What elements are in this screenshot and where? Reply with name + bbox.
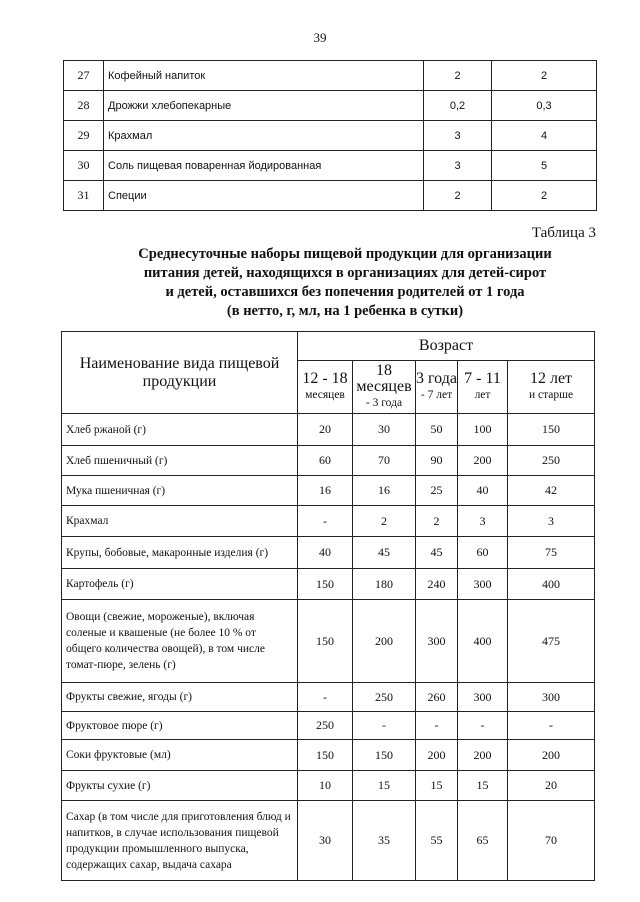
row-number: 28 bbox=[64, 91, 104, 121]
table-row bbox=[62, 740, 595, 771]
table-row bbox=[64, 91, 597, 121]
row-name: Крахмал bbox=[104, 121, 424, 151]
norm-value: 150 bbox=[298, 600, 353, 683]
title-line: Среднесуточные наборы пищевой продукции для организации bbox=[138, 246, 552, 262]
table-title bbox=[100, 245, 590, 321]
header-age-column bbox=[416, 361, 458, 414]
product-name: Крупы, бобовые, макаронные изделия (г) bbox=[62, 537, 298, 569]
table-row bbox=[62, 446, 595, 476]
product-name: Картофель (г) bbox=[62, 569, 298, 600]
row-name: Дрожжи хлебопекарные bbox=[104, 91, 424, 121]
norm-value: 60 bbox=[458, 537, 508, 569]
age-line: - 7 лет bbox=[420, 389, 453, 401]
norm-value: 200 bbox=[458, 740, 508, 771]
norm-value: 40 bbox=[458, 476, 508, 506]
header-age-group: Возраст bbox=[298, 332, 595, 361]
norm-value: 70 bbox=[353, 446, 416, 476]
row-value: 2 bbox=[424, 181, 492, 211]
norm-value: 250 bbox=[353, 683, 416, 712]
table-row bbox=[62, 476, 595, 506]
norm-value: 16 bbox=[353, 476, 416, 506]
norm-value: 15 bbox=[458, 771, 508, 801]
header-age-column bbox=[353, 361, 416, 414]
row-number: 29 bbox=[64, 121, 104, 151]
norm-value: 475 bbox=[508, 600, 595, 683]
norm-value: 300 bbox=[458, 569, 508, 600]
row-value: 3 bbox=[424, 151, 492, 181]
table-row bbox=[62, 683, 595, 712]
norm-value: 260 bbox=[416, 683, 458, 712]
norm-value: 2 bbox=[416, 506, 458, 537]
table-row bbox=[62, 712, 595, 740]
age-line: - 3 года bbox=[365, 397, 403, 409]
row-name: Соль пищевая поваренная йодированная bbox=[104, 151, 424, 181]
norm-value: 240 bbox=[416, 569, 458, 600]
row-value: 3 bbox=[424, 121, 492, 151]
norm-value: 42 bbox=[508, 476, 595, 506]
norm-value: 2 bbox=[353, 506, 416, 537]
age-line: 3 года bbox=[416, 370, 457, 387]
norm-value: 30 bbox=[298, 801, 353, 881]
age-line: месяцев bbox=[305, 389, 345, 401]
row-value: 2 bbox=[424, 61, 492, 91]
food-norms-table bbox=[61, 331, 595, 881]
norm-value: 15 bbox=[353, 771, 416, 801]
norm-value: 200 bbox=[508, 740, 595, 771]
norm-value: 300 bbox=[508, 683, 595, 712]
table-row bbox=[62, 506, 595, 537]
norm-value: 200 bbox=[458, 446, 508, 476]
norm-value: 100 bbox=[458, 414, 508, 446]
row-value: 4 bbox=[492, 121, 597, 151]
norm-value: 16 bbox=[298, 476, 353, 506]
row-value: 0,3 bbox=[492, 91, 597, 121]
product-name: Соки фруктовые (мл) bbox=[62, 740, 298, 771]
age-line: 7 - 11 bbox=[464, 370, 501, 387]
row-value: 5 bbox=[492, 151, 597, 181]
product-name: Крахмал bbox=[62, 506, 298, 537]
norm-value: - bbox=[416, 712, 458, 740]
norm-value: 400 bbox=[458, 600, 508, 683]
table-row bbox=[62, 569, 595, 600]
norm-value: 35 bbox=[353, 801, 416, 881]
norm-value: - bbox=[298, 683, 353, 712]
title-line: питания детей, находящихся в организациях для детей-сирот bbox=[143, 265, 547, 281]
row-number: 27 bbox=[64, 61, 104, 91]
norm-value: 300 bbox=[458, 683, 508, 712]
norm-value: 150 bbox=[298, 569, 353, 600]
product-name: Овощи (свежие, мороженые), включая соленые и квашеные (не более 10 % от общего количества овощей), в том числе томат-пюре, зелень (г) bbox=[62, 600, 298, 683]
norm-value: 200 bbox=[416, 740, 458, 771]
row-number: 31 bbox=[64, 181, 104, 211]
page-number: 39 bbox=[313, 30, 327, 45]
title-line: и детей, оставшихся без попечения родителей от 1 года bbox=[165, 284, 525, 300]
table-label: Таблица 3 bbox=[531, 225, 596, 241]
table-row bbox=[62, 600, 595, 683]
product-name: Сахар (в том числе для приготовления блюд и напитков, в случае использования пищевой продукции промышленного выпуска, содержащих сахар, выдача сахара bbox=[62, 801, 298, 881]
norm-value: 180 bbox=[353, 569, 416, 600]
age-line: 12 лет bbox=[529, 370, 573, 387]
age-line: 18 месяцев bbox=[356, 362, 412, 395]
norm-value: 3 bbox=[508, 506, 595, 537]
header-age-column bbox=[508, 361, 595, 414]
row-value: 2 bbox=[492, 61, 597, 91]
table-row bbox=[62, 537, 595, 569]
norm-value: 65 bbox=[458, 801, 508, 881]
age-line: лет bbox=[474, 389, 491, 401]
continued-table bbox=[63, 60, 597, 211]
norm-value: - bbox=[458, 712, 508, 740]
norm-value: 150 bbox=[508, 414, 595, 446]
norm-value: 250 bbox=[298, 712, 353, 740]
row-value: 0,2 bbox=[424, 91, 492, 121]
norm-value: 25 bbox=[416, 476, 458, 506]
norm-value: 20 bbox=[298, 414, 353, 446]
product-name: Фрукты сухие (г) bbox=[62, 771, 298, 801]
header-product-name: Наименование вида пищевой продукции bbox=[62, 332, 298, 414]
norm-value: 400 bbox=[508, 569, 595, 600]
row-value: 2 bbox=[492, 181, 597, 211]
norm-value: 3 bbox=[458, 506, 508, 537]
header-age-column bbox=[298, 361, 353, 414]
norm-value: 10 bbox=[298, 771, 353, 801]
norm-value: 60 bbox=[298, 446, 353, 476]
table-row bbox=[62, 801, 595, 881]
age-line: и старше bbox=[528, 389, 574, 401]
table-row bbox=[64, 181, 597, 211]
norm-value: 75 bbox=[508, 537, 595, 569]
header-age-column bbox=[458, 361, 508, 414]
norm-value: 45 bbox=[353, 537, 416, 569]
row-name: Специи bbox=[104, 181, 424, 211]
norm-value: 30 bbox=[353, 414, 416, 446]
norm-value: 90 bbox=[416, 446, 458, 476]
norm-value: 300 bbox=[416, 600, 458, 683]
table-row bbox=[64, 61, 597, 91]
row-name: Кофейный напиток bbox=[104, 61, 424, 91]
product-name: Хлеб пшеничный (г) bbox=[62, 446, 298, 476]
norm-value: 45 bbox=[416, 537, 458, 569]
product-name: Фруктовое пюре (г) bbox=[62, 712, 298, 740]
table-row bbox=[62, 771, 595, 801]
product-name: Фрукты свежие, ягоды (г) bbox=[62, 683, 298, 712]
age-line: 12 - 18 bbox=[302, 370, 348, 387]
norm-value: 40 bbox=[298, 537, 353, 569]
norm-value: 55 bbox=[416, 801, 458, 881]
table-row bbox=[62, 414, 595, 446]
norm-value: 150 bbox=[298, 740, 353, 771]
product-name: Мука пшеничная (г) bbox=[62, 476, 298, 506]
row-number: 30 bbox=[64, 151, 104, 181]
norm-value: 70 bbox=[508, 801, 595, 881]
norm-value: 50 bbox=[416, 414, 458, 446]
norm-value: 250 bbox=[508, 446, 595, 476]
product-name: Хлеб ржаной (г) bbox=[62, 414, 298, 446]
title-line: (в нетто, г, мл, на 1 ребенка в сутки) bbox=[226, 303, 464, 319]
norm-value: 200 bbox=[353, 600, 416, 683]
norm-value: - bbox=[353, 712, 416, 740]
norm-value: 15 bbox=[416, 771, 458, 801]
norm-value: 150 bbox=[353, 740, 416, 771]
table-row bbox=[64, 151, 597, 181]
table-row bbox=[64, 121, 597, 151]
norm-value: 20 bbox=[508, 771, 595, 801]
norm-value: - bbox=[298, 506, 353, 537]
norm-value: - bbox=[508, 712, 595, 740]
